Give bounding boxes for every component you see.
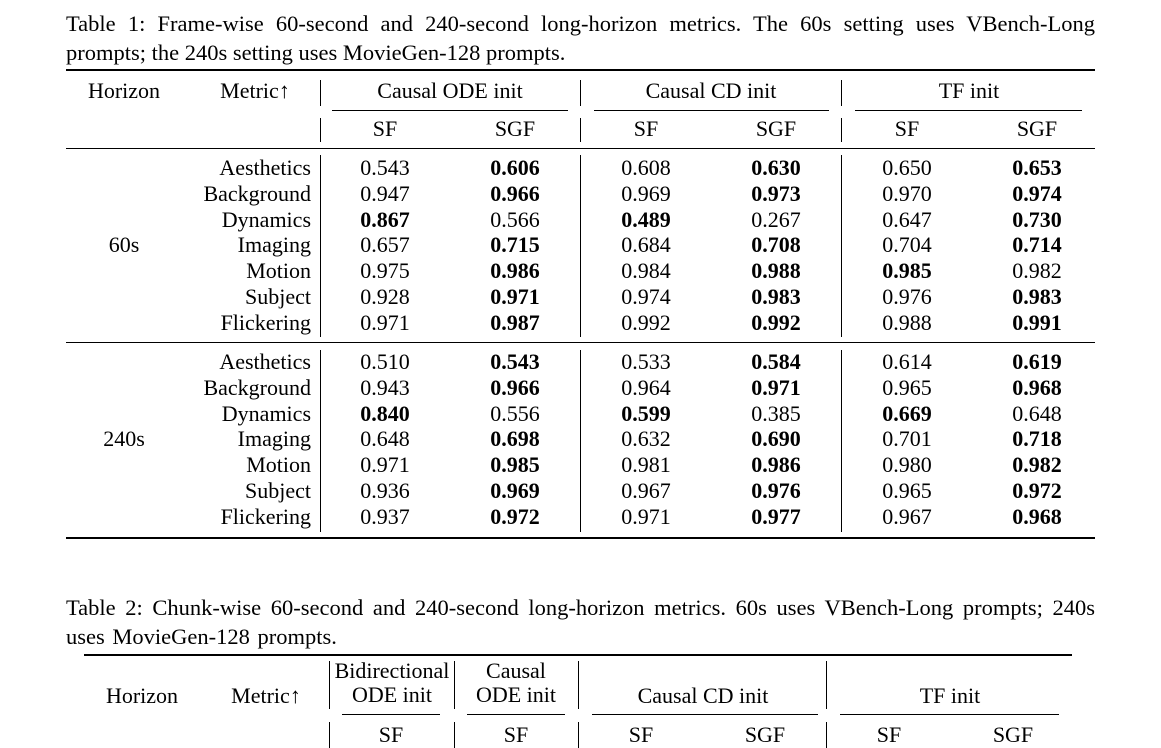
metric-label: Background xyxy=(203,374,311,400)
header-group: Causal ODE init xyxy=(377,78,523,103)
value-cell: 0.648 xyxy=(1012,400,1062,426)
value-cell: 0.967 xyxy=(621,478,671,503)
cmidrule-causal-ode xyxy=(332,110,568,111)
value-cell: 0.984 xyxy=(621,258,671,284)
value-cell: 0.992 xyxy=(751,309,801,335)
value-cell: 0.988 xyxy=(882,309,932,335)
value-cell: 0.965 xyxy=(882,478,932,503)
header-subcol: SF xyxy=(372,116,398,141)
value-cell: 0.936 xyxy=(360,478,410,503)
header-subcol: SF xyxy=(503,722,529,747)
value-cell: 0.971 xyxy=(751,374,801,400)
value-cell: 0.972 xyxy=(490,503,540,529)
table2-header-separator xyxy=(826,661,827,709)
value-cell: 0.543 xyxy=(360,155,410,180)
header-subcol: SF xyxy=(633,116,659,141)
header-horizon: Horizon xyxy=(105,683,179,708)
value-cell: 0.614 xyxy=(882,349,932,374)
table1-header-separator xyxy=(580,80,581,106)
metric-label: Subject xyxy=(245,478,311,503)
value-cell: 0.974 xyxy=(1012,180,1062,206)
value-cell: 0.566 xyxy=(490,206,540,232)
value-cell: 0.988 xyxy=(751,258,801,284)
value-cell: 0.991 xyxy=(1012,309,1062,335)
value-cell: 0.985 xyxy=(882,258,932,284)
value-cell: 0.982 xyxy=(1012,452,1062,478)
table1-header-rule xyxy=(66,148,1095,149)
cmidrule-tf xyxy=(855,110,1082,111)
value-cell: 0.730 xyxy=(1012,206,1062,232)
value-cell: 0.647 xyxy=(882,206,932,232)
value-cell: 0.715 xyxy=(490,232,540,258)
value-cell: 0.657 xyxy=(360,232,410,258)
horizon-label: 60s xyxy=(108,232,140,258)
value-cell: 0.928 xyxy=(360,284,410,309)
value-cell: 0.986 xyxy=(490,258,540,284)
value-cell: 0.385 xyxy=(751,400,801,426)
value-cell: 0.974 xyxy=(621,284,671,309)
metric-label: Imaging xyxy=(237,426,311,452)
header-subcol: SF xyxy=(894,116,920,141)
value-cell: 0.584 xyxy=(751,349,801,374)
value-cell: 0.867 xyxy=(360,206,410,232)
value-cell: 0.969 xyxy=(490,478,540,503)
value-cell: 0.543 xyxy=(490,349,540,374)
header-group-tf: TF init xyxy=(919,683,981,708)
value-cell: 0.701 xyxy=(882,426,932,452)
value-cell: 0.714 xyxy=(1012,232,1062,258)
value-cell: 0.698 xyxy=(490,426,540,452)
header-subcol: SGF xyxy=(744,722,786,747)
value-cell: 0.972 xyxy=(1012,478,1062,503)
table1-header-separator xyxy=(841,80,842,106)
table1-bottom-rule xyxy=(66,537,1095,539)
value-cell: 0.965 xyxy=(882,374,932,400)
value-cell: 0.982 xyxy=(1012,258,1062,284)
value-cell: 0.650 xyxy=(882,155,932,180)
value-cell: 0.708 xyxy=(751,232,801,258)
value-cell: 0.619 xyxy=(1012,349,1062,374)
value-cell: 0.986 xyxy=(751,452,801,478)
cmidrule-causal-cd xyxy=(594,110,829,111)
value-cell: 0.973 xyxy=(751,180,801,206)
value-cell: 0.968 xyxy=(1012,503,1062,529)
header-group-causal-cd: Causal CD init xyxy=(637,683,769,708)
header-subcol: SF xyxy=(876,722,902,747)
header-metric: Metric↑ xyxy=(220,78,290,103)
header-group-bidirectional: Bidirectional xyxy=(334,658,450,683)
metric-label: Background xyxy=(203,180,311,206)
value-cell: 0.971 xyxy=(360,309,410,335)
metric-label: Motion xyxy=(246,258,311,284)
value-cell: 0.599 xyxy=(621,400,671,426)
value-cell: 0.985 xyxy=(490,452,540,478)
value-cell: 0.718 xyxy=(1012,426,1062,452)
value-cell: 0.971 xyxy=(360,452,410,478)
cmidrule-tf xyxy=(840,714,1059,715)
value-cell: 0.669 xyxy=(882,400,932,426)
value-cell: 0.975 xyxy=(360,258,410,284)
header-group: Causal CD init xyxy=(645,78,777,103)
metric-label: Aesthetics xyxy=(219,155,311,180)
header-group-bidirectional: ODE init xyxy=(351,682,433,707)
value-cell: 0.971 xyxy=(621,503,671,529)
table1-top-rule xyxy=(66,69,1095,71)
header-subcol: SF xyxy=(628,722,654,747)
value-cell: 0.966 xyxy=(490,180,540,206)
value-cell: 0.966 xyxy=(490,374,540,400)
value-cell: 0.510 xyxy=(360,349,410,374)
value-cell: 0.632 xyxy=(621,426,671,452)
value-cell: 0.971 xyxy=(490,284,540,309)
header-subcol: SGF xyxy=(755,116,797,141)
header-metric: Metric↑ xyxy=(231,683,301,708)
header-subcol: SGF xyxy=(1016,116,1058,141)
value-cell: 0.983 xyxy=(1012,284,1062,309)
metric-label: Subject xyxy=(245,284,311,309)
value-cell: 0.533 xyxy=(621,349,671,374)
header-horizon: Horizon xyxy=(87,78,161,103)
metric-label: Flickering xyxy=(220,309,311,335)
value-cell: 0.947 xyxy=(360,180,410,206)
table2-top-rule xyxy=(84,654,1072,656)
header-subcol: SGF xyxy=(992,722,1034,747)
metric-label: Imaging xyxy=(237,232,311,258)
value-cell: 0.608 xyxy=(621,155,671,180)
value-cell: 0.967 xyxy=(882,503,932,529)
header-group-causal: ODE init xyxy=(475,682,557,707)
value-cell: 0.684 xyxy=(621,232,671,258)
table1-caption: Table 1: Frame-wise 60-second and 240-second long-horizon metrics. The 60s setting uses VBench-Long prompts; the 240s setting uses MovieGen-128 prompts. xyxy=(66,11,1095,65)
value-cell: 0.606 xyxy=(490,155,540,180)
value-cell: 0.981 xyxy=(621,452,671,478)
table2-caption: Table 2: Chunk-wise 60-second and 240-second long-horizon metrics. 60s uses VBench-Long prompts; 240s uses MovieGen-128 prompts. xyxy=(66,595,1095,649)
value-cell: 0.976 xyxy=(882,284,932,309)
horizon-label: 240s xyxy=(103,426,145,452)
value-cell: 0.943 xyxy=(360,374,410,400)
value-cell: 0.968 xyxy=(1012,374,1062,400)
value-cell: 0.267 xyxy=(751,206,801,232)
value-cell: 0.556 xyxy=(490,400,540,426)
value-cell: 0.653 xyxy=(1012,155,1062,180)
value-cell: 0.690 xyxy=(751,426,801,452)
value-cell: 0.980 xyxy=(882,452,932,478)
header-group: TF init xyxy=(938,78,1000,103)
metric-label: Dynamics xyxy=(221,206,311,232)
value-cell: 0.964 xyxy=(621,374,671,400)
metric-label: Flickering xyxy=(220,503,311,529)
metric-label: Motion xyxy=(246,452,311,478)
value-cell: 0.937 xyxy=(360,503,410,529)
value-cell: 0.489 xyxy=(621,206,671,232)
cmidrule-causal-cd xyxy=(592,714,818,715)
cmidrule-causal xyxy=(467,714,565,715)
value-cell: 0.840 xyxy=(360,400,410,426)
value-cell: 0.648 xyxy=(360,426,410,452)
value-cell: 0.977 xyxy=(751,503,801,529)
metric-label: Dynamics xyxy=(221,400,311,426)
header-group-causal: Causal xyxy=(486,658,546,683)
cmidrule-bidirectional xyxy=(342,714,440,715)
value-cell: 0.992 xyxy=(621,309,671,335)
value-cell: 0.987 xyxy=(490,309,540,335)
value-cell: 0.970 xyxy=(882,180,932,206)
value-cell: 0.704 xyxy=(882,232,932,258)
header-subcol: SF xyxy=(378,722,404,747)
metric-label: Aesthetics xyxy=(219,349,311,374)
value-cell: 0.983 xyxy=(751,284,801,309)
value-cell: 0.976 xyxy=(751,478,801,503)
value-cell: 0.630 xyxy=(751,155,801,180)
value-cell: 0.969 xyxy=(621,180,671,206)
table1-section-rule xyxy=(66,342,1095,343)
header-subcol: SGF xyxy=(494,116,536,141)
